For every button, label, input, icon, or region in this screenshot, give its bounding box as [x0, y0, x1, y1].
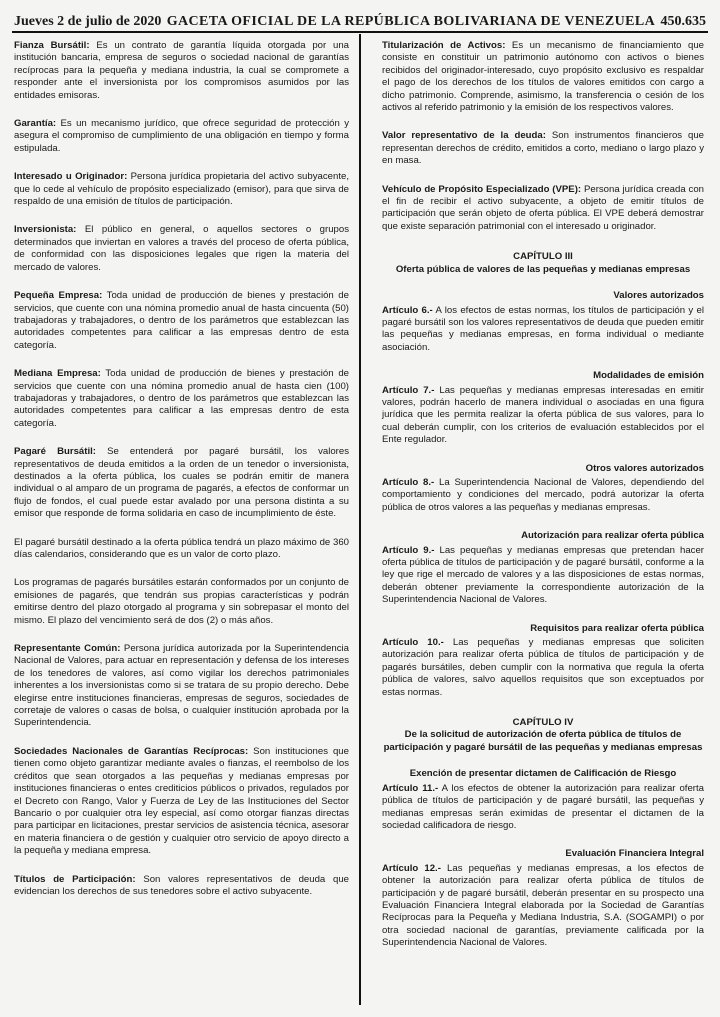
article-number: Artículo 6.- — [382, 304, 433, 316]
definition-text: Son instrumentos financieros que representan derechos de crédito, emitidos a corto, mediano o largo plazo y en masa. — [382, 130, 704, 167]
article-heading: Evaluación Financiera Integral — [565, 848, 704, 860]
definition-term: Titularización de Activos: — [382, 40, 506, 51]
definition-text: Son instituciones que tienen como objeto garantizar mediante avales o fianzas, el reembolso de los créditos que sean otorgados a las pequeñas y medianas empresas por instituciones financieras o entes crediticios públicos o privados, regulados por el Decreto con Rango, Valor y Fuerza de Ley de las Instituciones del Sector Bancario o por cualquier otra ley especial, así como otorgar fianzas directas para participar en licitaciones, prestar servicios de asistencia técnica, asesorar en materia financiera o de gestión y cualquier otro servicio de apoyo directo a la pequeña y mediana empresa. — [14, 745, 349, 857]
definition-text: Se entenderá por pagaré bursátil, los valores representativos de deuda emitidos a la orden de un tenedor o inversionista, destinados a la oferta pública, los cuales se podrán emitir de manera individual o al amparo de un programa de pagarés, a efectos de conformar un flujo de fondos, el cual puede estar avalado por una persona distinta a su emisor que responde de forma solidaria en caso de incumplimiento de éste. — [14, 446, 349, 520]
chapter-3-label: CAPÍTULO III — [513, 251, 573, 263]
chapter-4-label: CAPÍTULO IV — [512, 717, 574, 729]
definition-term: Mediana Empresa: — [14, 368, 101, 380]
definition-paragraph — [382, 130, 704, 167]
article-number: Artículo 12.- — [382, 862, 441, 874]
definition-term: Pagaré Bursátil: — [14, 446, 96, 458]
issue-date: Jueves 2 de julio de 2020 — [14, 14, 162, 29]
article-paragraph — [382, 385, 704, 447]
article-heading: Valores autorizados — [613, 290, 704, 302]
article-paragraph — [382, 305, 704, 355]
gazette-title: GACETA OFICIAL DE LA REPÚBLICA BOLIVARIANA DE VENEZUELA — [166, 14, 656, 29]
definition-paragraph — [14, 224, 349, 274]
right-column — [382, 40, 704, 966]
article-heading: Modalidades de emisión — [593, 370, 704, 382]
article-paragraph — [382, 637, 704, 699]
definition-text: Es un mecanismo de financiamiento que consiste en constituir un patrimonio autónomo con activos o bienes recibidos del originador-interesado, cuyo propósito exclusivo es respaldar el pago de los derechos de los títulos de valores emitidos con cargo a dicho patrimonio. Comprende, asimismo, la transferencia o cesión de los activos al referido patrimonio y la emisión de los respectivos valores. — [382, 40, 705, 114]
article-number: Artículo 10.- — [382, 637, 444, 649]
definition-paragraph — [14, 874, 349, 899]
article-paragraph — [382, 545, 704, 607]
left-column — [14, 40, 349, 914]
article-paragraph — [382, 783, 704, 833]
definition-text: Es un mecanismo jurídico, que ofrece seguridad de protección y asegura el compromiso de cumplimiento de una obligación en tiempo y forma estipulada. — [14, 118, 349, 154]
chapter-3-title: Oferta pública de valores de las pequeñas y medianas empresas — [395, 263, 691, 275]
chapter-4-title: De la solicitud de autorización de oferta pública de títulos de participación y pagaré bursátil de las pequeñas y medianas empresas — [383, 729, 703, 753]
article-text: Las pequeñas y medianas empresas que soliciten autorización para realizar oferta pública de títulos de participación y de pagarés bursátiles, deben cumplir con la normativa que regula la oferta pública de valores, salvo aquellos requisitos que son exceptuados por estas normas. — [382, 637, 704, 698]
chapter-3-heading — [382, 251, 704, 276]
definition-paragraph — [14, 290, 349, 352]
page-header — [14, 8, 706, 30]
definition-text: Persona jurídica autorizada por la Superintendencia Nacional de Valores, para actuar en representación y defensa de los intereses de los tenedores de valores, así como vigilar los derechos patrimoniales inherentes a los inversionistas como si se tratara de su propio derecho. Debe elegirse entre instituciones financieras, empresas de seguros, sociedades de corretaje de valores o casas de bolsa, o cualquier institución aprobada por la Superintendencia. — [14, 643, 349, 729]
definition-text: Persona jurídica propietaria del activo subyacente, que lo cede al vehículo de propósito especializado (emisor), para que sirva de respaldo de una emisión de títulos de participación. — [14, 171, 349, 208]
definition-term: Interesado u Originador: — [14, 171, 128, 183]
article-paragraph — [382, 477, 704, 514]
header-rule — [12, 31, 708, 33]
definition-term: Garantía: — [14, 118, 57, 130]
article-number: Artículo 8.- — [382, 476, 435, 488]
definition-paragraph — [14, 446, 349, 520]
definition-text: Los programas de pagarés bursátiles estarán conformados por un conjunto de emisiones de pagarés, que tendrán sus propias características y podrán emitirse dentro del plazo otorgado al programa y sin sobrepasar el monto del mismo. El plazo del vencimiento será de dos (2) o más años. — [14, 577, 349, 626]
definition-paragraph — [382, 184, 704, 234]
column-divider — [359, 34, 361, 1005]
definition-term: Representante Común: — [14, 643, 121, 655]
definition-paragraph — [14, 40, 349, 102]
article-text: A los efectos de obtener la autorización para realizar oferta pública de títulos de participación y de pagaré bursátil, las pequeñas y medianas empresas serán eximidas de presentar el dictamen de la sociedad calificadora de riesgo. — [382, 782, 704, 831]
chapter-3-articles — [382, 290, 704, 699]
article-text: Las pequeñas y medianas empresas que pretendan hacer oferta pública de títulos de participación y de pagaré bursátil, conforme a la ley que rige el mercado de valores y a las disposiciones de estas normas, deberán obtener previamente la correspondiente autorización de la Superintendencia Nacional de Valores. — [382, 544, 704, 606]
definition-paragraph — [382, 40, 704, 114]
chapter-4-articles — [382, 768, 704, 949]
definition-text: Toda unidad de producción de bienes y prestación de servicios, que cuente con una nómina promedio anual de hasta cincuenta (50) trabajadoras y trabajadores, o dentro de los parámetros que establezcan las autoridades competentes para calificar a las empresas dentro de esta categoría. — [14, 290, 349, 351]
article-number: Artículo 9.- — [382, 544, 435, 556]
definition-paragraph — [14, 118, 349, 155]
definitions-continued — [382, 40, 704, 233]
definition-term: Títulos de Participación: — [14, 873, 136, 885]
article-heading: Requisitos para realizar oferta pública — [530, 622, 704, 634]
definition-text: Es un contrato de garantía líquida otorgada por una institución bancaria, empresa de seguros o sociedad nacional de garantías recíprocas para la pequeña y mediana industria, la cual se compromete a responder ante el inversionista por los compromisos asumidos por las entidades emisoras. — [14, 40, 350, 101]
article-heading: Otros valores autorizados — [585, 462, 704, 474]
definition-text: Son valores representativos de deuda que evidencian los derechos de sus tenedores sobre el activo subyacente. — [14, 873, 349, 897]
definition-term: Inversionista: — [14, 224, 77, 236]
definition-paragraph — [14, 537, 349, 562]
article-text: La Superintendencia Nacional de Valores, dependiendo del comportamiento y condiciones del mercado, podrá autorizar la oferta pública de otros valores a las pequeñas y medianas empresas. — [382, 476, 704, 513]
article-heading: Exención de presentar dictamen de Calificación de Riesgo — [409, 768, 677, 780]
page-number: 450.635 — [660, 14, 706, 29]
article-text: A los efectos de estas normas, los títulos de participación y el pagaré bursátil son los valores representativos de deuda que pueden emitir las pequeñas y medianas empresas, en forma individual o mediante asociación. — [382, 304, 705, 353]
definition-term: Fianza Bursátil: — [14, 40, 90, 51]
definition-paragraph — [14, 746, 349, 858]
definition-term: Valor representativo de la deuda: — [382, 130, 546, 142]
definition-text: El pagaré bursátil destinado a la oferta pública tendrá un plazo máximo de 360 días calendarios, considerando que es un valor de corto plazo. — [14, 536, 349, 560]
article-text: Las pequeñas y medianas empresas interesadas en emitir valores, podrán hacerlo de manera individual o asociadas en una figura jurídica que les permita realizar la oferta pública de sus valores, para lo cual deberán cumplir, con los criterios de evaluación establecidos por el Ente regulador. — [382, 384, 704, 446]
definition-text: Toda unidad de producción de bienes y prestación de servicios que cuente con una nómina promedio anual de hasta cien (100) trabajadoras y trabajadores, o dentro de los parámetros que establezcan las autoridades competentes para calificar a las empresas dentro de esta categoría. — [14, 368, 349, 429]
definition-term: Sociedades Nacionales de Garantías Recíprocas: — [14, 745, 249, 757]
definition-text: El público en general, o aquellos sectores o grupos determinados que inviertan en valores a través del proceso de oferta pública, de conformidad con las disposiciones legales que rigen la materia del mercado de valores. — [14, 224, 349, 273]
article-number: Artículo 11.- — [382, 782, 439, 794]
definition-paragraph — [14, 643, 349, 730]
article-heading: Autorización para realizar oferta pública — [521, 530, 704, 542]
chapter-4-heading — [382, 717, 704, 754]
definition-paragraph — [14, 171, 349, 208]
article-number: Artículo 7.- — [382, 384, 435, 396]
definition-term: Vehículo de Propósito Especializado (VPE): — [382, 183, 582, 195]
article-text: Las pequeñas y medianas empresas, a los efectos de obtener la autorización para realizar oferta pública de títulos de participación y de pagaré bursátil, deberán presentar en su prospecto una Evaluación Financiera Integral elaborada por la Sociedad de Garantías Recíprocas para la Pequeña y Mediana Industria, S.A. (SOGAMPI) o por otra sociedad nacional de garantías, previamente calificada por la Superintendencia Nacional de Valores. — [382, 862, 704, 949]
article-paragraph — [382, 863, 704, 950]
definition-text: Persona jurídica creada con el fin de recibir el activo subyacente, a objeto de emitir títulos de participación que serán objeto de oferta pública. El VPE deberá demostrar que existe separación patrimonial con el interesado u originador. — [382, 183, 704, 232]
definition-paragraph — [14, 577, 349, 627]
definition-term: Pequeña Empresa: — [14, 290, 103, 302]
definition-paragraph — [14, 368, 349, 430]
